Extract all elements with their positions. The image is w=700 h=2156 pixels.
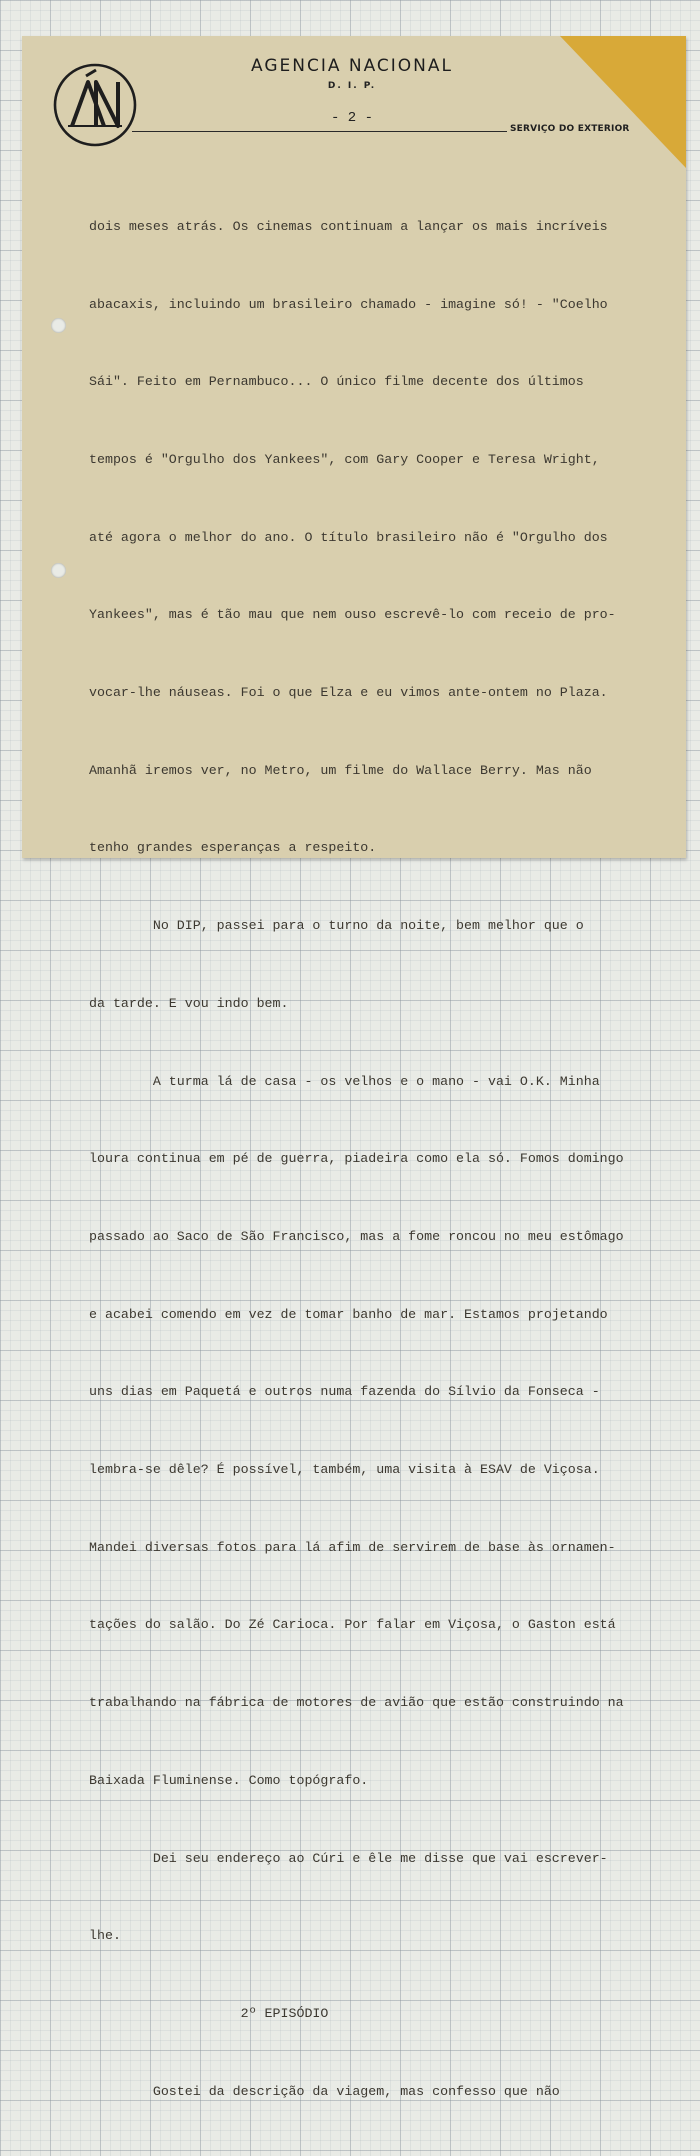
header-rule (132, 131, 507, 132)
punch-hole (51, 563, 66, 578)
text-line: tempos é "Orgulho dos Yankees", com Gary Cooper e Teresa Wright, (89, 451, 600, 467)
text-line: tenho grandes esperanças a respeito. (89, 840, 377, 856)
service-label: SERVIÇO DO EXTERIOR (510, 124, 630, 134)
text-line: dois meses atrás. Os cinemas continuam a lançar os mais incríveis (89, 218, 608, 234)
text-line: vocar-lhe náuseas. Foi o que Elza e eu vimos ante-ontem no Plaza. (89, 685, 608, 701)
text-line: tações do salão. Do Zé Carioca. Por falar em Viçosa, o Gaston está (89, 1617, 616, 1633)
text-line: lhe. (89, 1928, 121, 1944)
text-line: Sái". Feito em Pernambuco... O único filme decente dos últimos (89, 374, 584, 390)
text-line: Mandei diversas fotos para lá afim de servirem de base às ornamen- (89, 1539, 616, 1555)
text-line: A turma lá de casa - os velhos e o mano - vai O.K. Minha (89, 1073, 600, 1089)
text-line: passado ao Saco de São Francisco, mas a fome roncou no meu estômago (89, 1228, 624, 1244)
text-line: abacaxis, incluindo um brasileiro chamado - imagine só! - "Coelho (89, 296, 608, 312)
text-line: uns dias em Paquetá e outros numa fazenda do Sílvio da Fonseca - (89, 1384, 600, 1400)
letter-body (89, 162, 674, 2156)
text-line: até agora o melhor do ano. O título brasileiro não é "Orgulho dos (89, 529, 608, 545)
text-line: Baixada Fluminense. Como topógrafo. (89, 1772, 369, 1788)
text-line: No DIP, passei para o turno da noite, bem melhor que o (89, 918, 584, 934)
letter-page (22, 36, 686, 2099)
text-line: Dei seu endereço ao Cúri e êle me disse que vai escrever- (89, 1850, 608, 1866)
text-line: lembra-se dêle? É possível, também, uma visita à ESAV de Viçosa. (89, 1462, 600, 1478)
agencia-nacional-logo (52, 62, 138, 148)
text-line: loura continua em pé de guerra, piadeira como ela só. Fomos domingo (89, 1151, 624, 1167)
text-line: trabalhando na fábrica de motores de avião que estão construindo na (89, 1695, 624, 1711)
yellow-corner-tab (560, 36, 686, 168)
text-line: Yankees", mas é tão mau que nem ouso escrevê-lo com receio de pro- (89, 607, 616, 623)
punch-hole (51, 318, 66, 333)
episode-heading: 2º EPISÓDIO (89, 2005, 329, 2021)
text-line: da tarde. E vou indo bem. (89, 995, 289, 1011)
text-line: Amanhã iremos ver, no Metro, um filme do Wallace Berry. Mas não (89, 762, 592, 778)
agency-subtitle: D. I. P. (327, 81, 377, 91)
agency-title: AGENCIA NACIONAL (250, 56, 453, 76)
text-line: e acabei comendo em vez de tomar banho de mar. Estamos projetando (89, 1306, 608, 1322)
page-number: - 2 - (330, 110, 373, 126)
text-line: Gostei da descrição da viagem, mas confesso que não (89, 2083, 560, 2099)
